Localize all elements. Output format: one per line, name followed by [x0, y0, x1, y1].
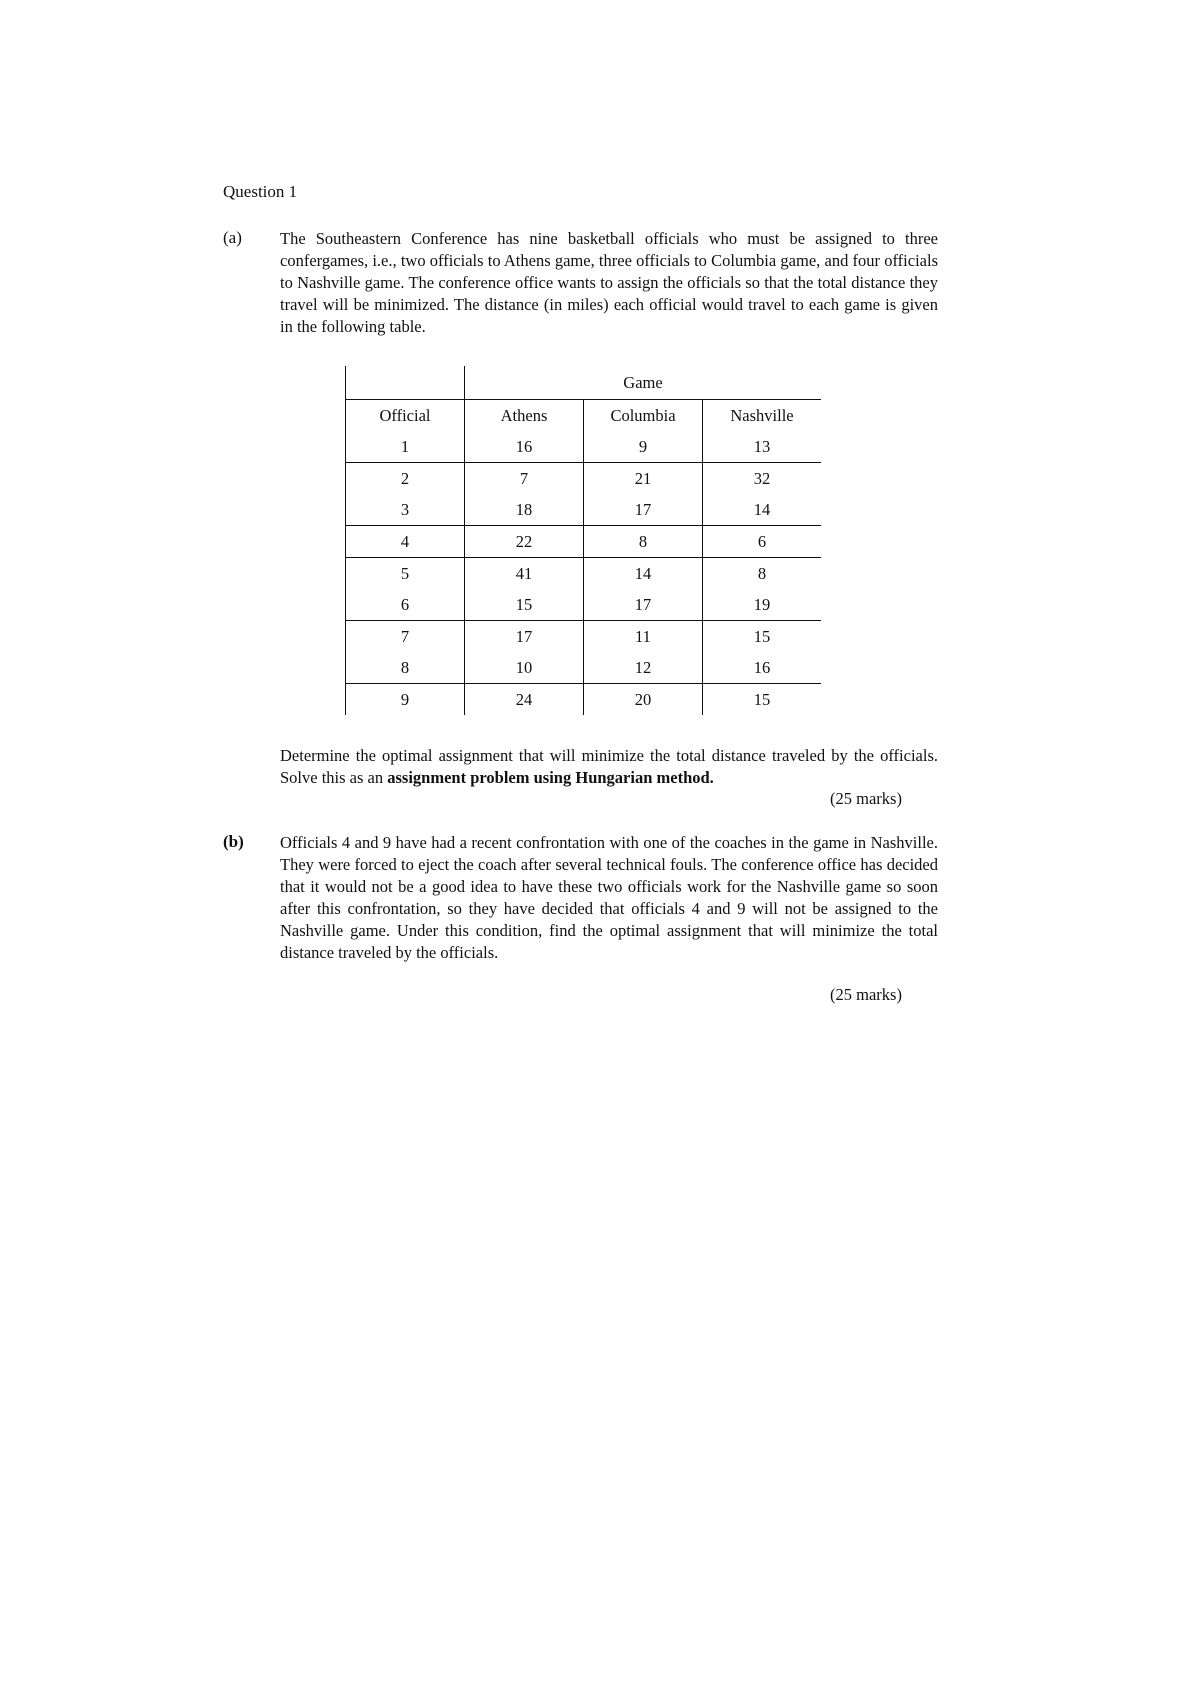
table-row — [346, 526, 822, 558]
table-group-header: Game — [623, 372, 663, 392]
table-header-row — [346, 400, 822, 432]
cell-athens: 41 — [465, 558, 584, 590]
cell-columbia: 21 — [584, 463, 703, 495]
col-header-columbia: Columbia — [584, 400, 703, 432]
cell-athens: 24 — [465, 684, 584, 716]
part-a-label: (a) — [223, 228, 242, 247]
cell-columbia: 20 — [584, 684, 703, 716]
cell-nashville: 32 — [703, 463, 822, 495]
table-row — [346, 431, 822, 463]
part-a-instruction-text: Determine the optimal assignment that will minimize the total distance traveled by the officials. Solve this as an — [280, 746, 938, 787]
cell-official: 1 — [346, 431, 465, 463]
table-row — [346, 684, 822, 716]
cell-athens: 16 — [465, 431, 584, 463]
cell-columbia: 12 — [584, 652, 703, 684]
cell-athens: 18 — [465, 494, 584, 526]
table-row — [346, 463, 822, 495]
table-row — [346, 589, 822, 621]
cell-nashville: 14 — [753, 499, 771, 519]
cell-official: 9 — [346, 684, 465, 716]
cell-athens: 10 — [465, 652, 584, 684]
cell-columbia: 14 — [584, 558, 703, 590]
table-corner-cell — [346, 366, 465, 400]
table-row — [346, 652, 822, 684]
table-row — [346, 621, 822, 653]
col-header-nashville: Nashville — [703, 400, 822, 432]
cell-columbia: 11 — [584, 621, 703, 653]
part-b-marks: (25 marks) — [830, 985, 902, 1004]
part-a-marks: (25 marks) — [830, 789, 902, 808]
table-row — [346, 494, 822, 526]
part-a-paragraph: The Southeastern Conference has nine basketball officials who must be assigned to three confergames, i.e., two officials to Athens game, three officials to Columbia game, and four officials to Nashville game. The conference office wants to assign the officials so that the total distance they travel will be minimized. The distance (in miles) each official would travel to each game is given in the following table. — [280, 229, 938, 336]
cell-athens: 15 — [465, 589, 584, 621]
cell-nashville: 8 — [703, 558, 822, 590]
question-title: Question 1 — [223, 182, 298, 201]
cell-columbia: 17 — [584, 589, 703, 621]
cell-nashville: 6 — [703, 526, 822, 558]
cell-official: 6 — [346, 589, 465, 621]
col-header-official: Official — [346, 400, 465, 432]
cell-nashville: 15 — [703, 684, 822, 716]
cell-columbia: 17 — [584, 494, 703, 526]
cell-nashville: 19 — [753, 594, 771, 614]
part-a-instruction-bold: assignment problem using Hungarian method. — [387, 768, 714, 787]
col-header-athens: Athens — [465, 400, 584, 432]
table-row — [346, 558, 822, 590]
cell-official: 2 — [346, 463, 465, 495]
cell-athens: 17 — [465, 621, 584, 653]
cell-official: 5 — [346, 558, 465, 590]
part-b-paragraph: Officials 4 and 9 have had a recent confrontation with one of the coaches in the game in Nashville. They were forced to eject the coach after several technical fouls. The conference office has decided that it would not be a good idea to have these two officials work for the Nashville game so soon after this confrontation, so they have decided that officials 4 and 9 will not be assigned to the Nashville game. Under this condition, find the optimal assignment that will minimize the total distance traveled by the officials. — [280, 833, 938, 962]
cell-nashville: 13 — [753, 436, 771, 456]
cell-athens: 7 — [465, 463, 584, 495]
cell-official: 3 — [346, 494, 465, 526]
cell-columbia: 8 — [584, 526, 703, 558]
distance-table — [345, 366, 821, 715]
cell-athens: 22 — [465, 526, 584, 558]
cell-columbia: 9 — [584, 431, 703, 463]
table-group-header-row — [346, 366, 822, 400]
cell-nashville: 16 — [753, 657, 771, 677]
part-a-instruction — [280, 745, 938, 789]
cell-nashville: 15 — [703, 621, 822, 653]
cell-official: 4 — [346, 526, 465, 558]
cell-official: 7 — [346, 621, 465, 653]
cell-official: 8 — [346, 652, 465, 684]
part-b-label: (b) — [223, 832, 244, 851]
